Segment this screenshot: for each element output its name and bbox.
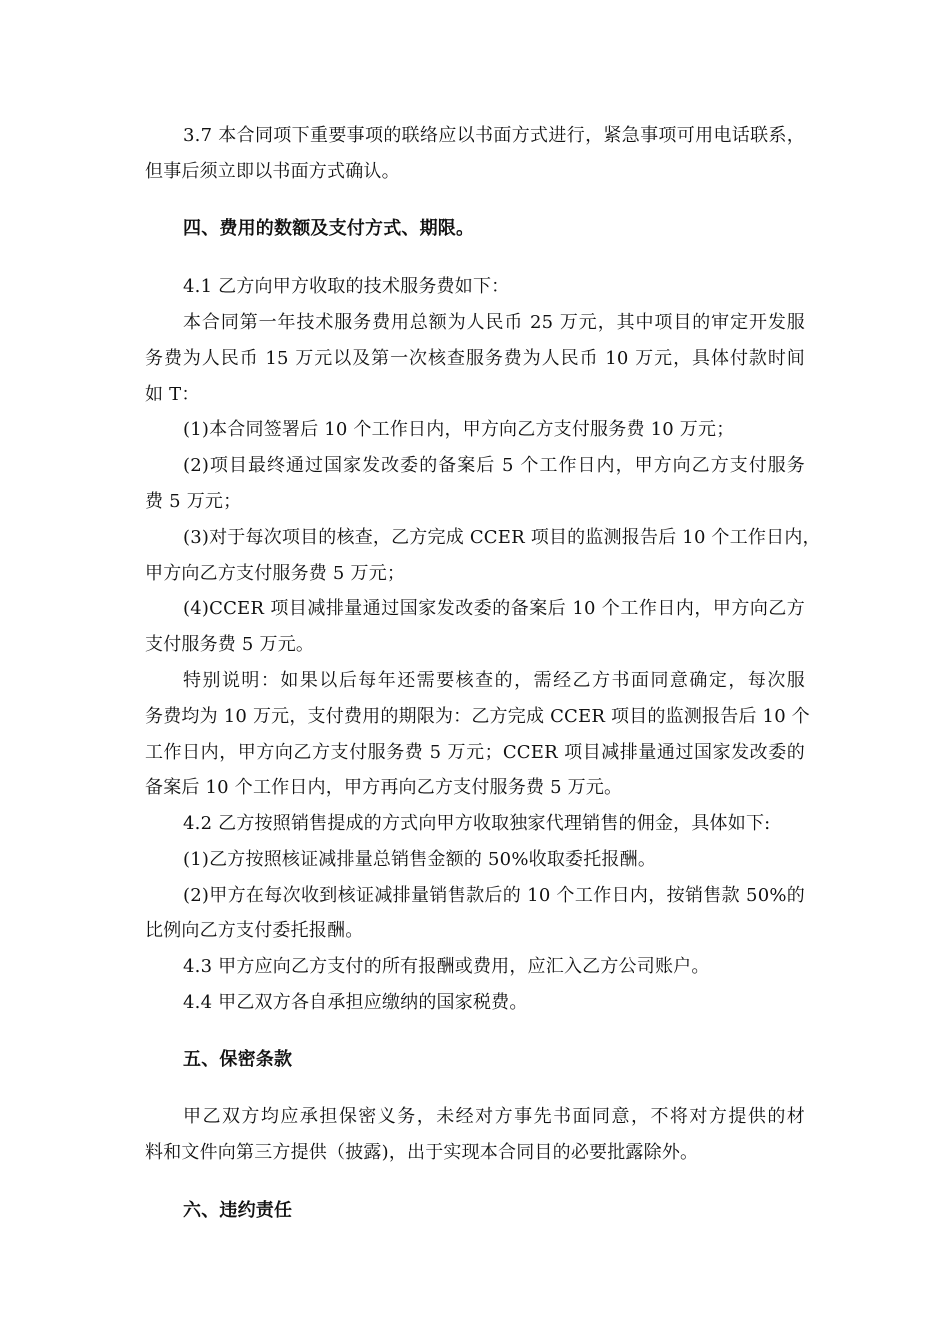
confidentiality-line-2: 料和文件向第三方提供（披露)，出于实现本合同目的必要批露除外。 xyxy=(145,1142,699,1163)
clause-4-2-intro: 4.2 乙方按照销售提成的方式向甲方收取独家代理销售的佣金，具体如下: xyxy=(183,813,771,834)
clause-4-1-item-4-line-2: 支付服务费 5 万元。 xyxy=(145,634,315,655)
special-note-line-4: 备案后 10 个工作日内，甲方再向乙方支付服务费 5 万元。 xyxy=(145,777,623,798)
clause-4-2-item-2-line-2: 比例向乙方支付委托报酬。 xyxy=(145,920,364,941)
special-note-line-1: 特别说明：如果以后每年还需要核查的，需经乙方书面同意确定，每次服 xyxy=(183,670,805,691)
clause-4-3: 4.3 甲方应向乙方支付的所有报酬或费用，应汇入乙方公司账户。 xyxy=(183,956,710,977)
clause-4-4: 4.4 甲乙双方各自承担应缴纳的国家税费。 xyxy=(183,992,528,1013)
section-5-heading: 五、保密条款 xyxy=(183,1049,293,1070)
clause-3-7-line-2: 但事后须立即以书面方式确认。 xyxy=(145,161,400,182)
section-4-heading: 四、费用的数额及支付方式、期限。 xyxy=(183,218,475,239)
clause-4-1-item-3-line-2: 甲方向乙方支付服务费 5 万元； xyxy=(145,563,406,584)
confidentiality-line-1: 甲乙双方均应承担保密义务，未经对方事先书面同意，不将对方提供的材 xyxy=(183,1106,805,1127)
clause-4-2-item-2-line-1: (2)甲方在每次收到核证减排量销售款后的 10 个工作日内，按销售款 50%的 xyxy=(183,885,805,906)
special-note-line-2: 务费均为 10 万元，支付费用的期限为：乙方完成 CCER 项目的监测报告后 10 个 xyxy=(145,706,810,727)
special-note-line-3: 工作日内，甲方向乙方支付服务费 5 万元；CCER 项目减排量通过国家发改委的 xyxy=(145,742,805,763)
clause-4-1-item-3-line-1: (3)对于每次项目的核查，乙方完成 CCER 项目的监测报告后 10 个工作日内， xyxy=(183,527,821,548)
clause-4-1-item-4-line-1: (4)CCER 项目减排量通过国家发改委的备案后 10 个工作日内，甲方向乙方 xyxy=(183,598,805,619)
clause-4-1-intro: 4.1 乙方向甲方收取的技术服务费如下： xyxy=(183,276,510,297)
clause-4-1-total-line-2: 务费为人民币 15 万元以及第一次核查服务费为人民币 10 万元，具体付款时间 xyxy=(145,348,805,369)
clause-4-1-total-line-1: 本合同第一年技术服务费用总额为人民币 25 万元，其中项目的审定开发服 xyxy=(183,312,805,333)
clause-4-1-item-2-line-1: (2)项目最终通过国家发改委的备案后 5 个工作日内，甲方向乙方支付服务 xyxy=(183,455,805,476)
clause-4-1-total-line-3: 如 T： xyxy=(145,384,200,405)
clause-4-1-item-2-line-2: 费 5 万元； xyxy=(145,491,242,512)
clause-4-1-item-1: (1)本合同签署后 10 个工作日内，甲方向乙方支付服务费 10 万元； xyxy=(183,419,735,440)
section-6-heading: 六、违约责任 xyxy=(183,1200,293,1221)
clause-4-2-item-1: (1)乙方按照核证减排量总销售金额的 50%收取委托报酬。 xyxy=(183,849,657,870)
clause-3-7-line-1: 3.7 本合同项下重要事项的联络应以书面方式进行，紧急事项可用电话联系， xyxy=(183,125,805,146)
